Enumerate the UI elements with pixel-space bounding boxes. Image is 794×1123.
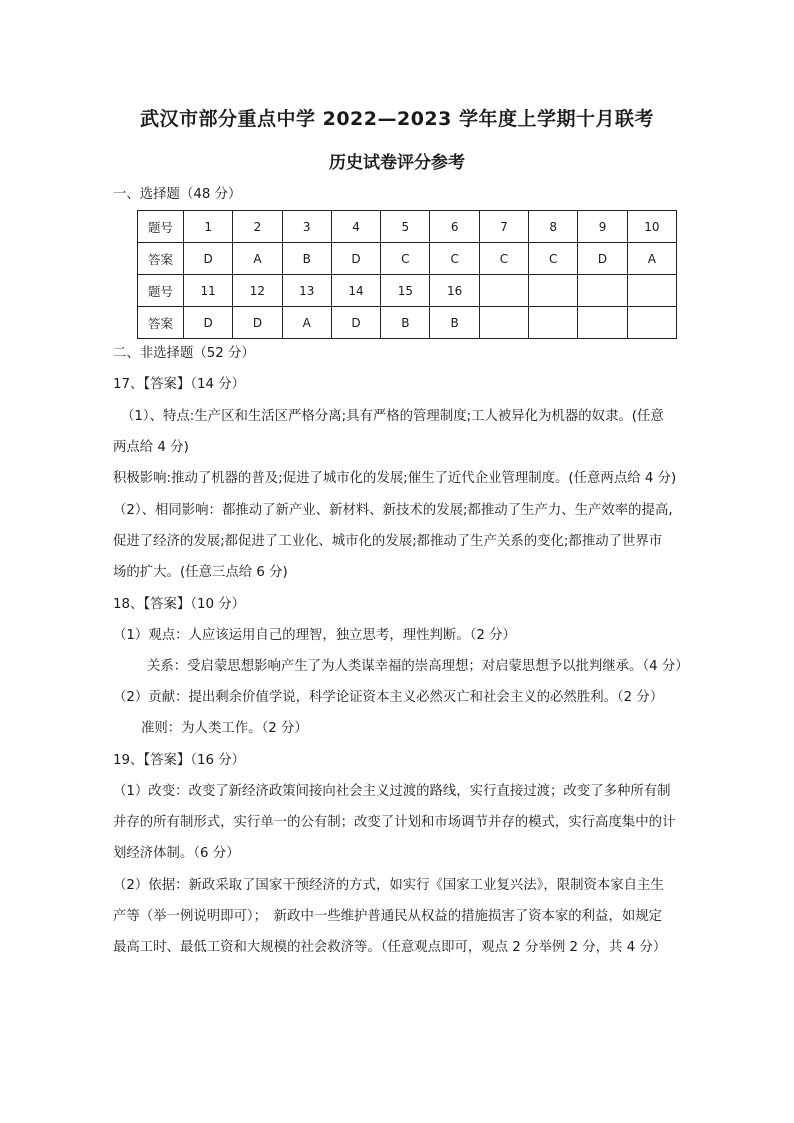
answer-table-cell: 6 bbox=[430, 211, 479, 243]
q19-text-line: 最高工时、最低工资和大规模的社会救济等。（任意观点即可，观点 2 分举例 2 分，共 4 分） bbox=[113, 940, 667, 955]
q19-heading: 19、【答案】（16 分） bbox=[113, 753, 246, 768]
answer-table-row bbox=[138, 307, 677, 339]
q17-text-line: 场的扩大。(任意三点给 6 分) bbox=[113, 565, 288, 580]
answer-table-row bbox=[138, 211, 677, 243]
answer-table-cell: D bbox=[578, 243, 627, 275]
answer-table-cell: 15 bbox=[381, 275, 430, 307]
q17-heading: 17、【答案】（14 分） bbox=[113, 377, 246, 392]
answer-table-cell: 7 bbox=[479, 211, 528, 243]
q18-text-line: （1）观点：人应该运用自己的理智，独立思考，理性判断。（2 分） bbox=[113, 628, 516, 643]
answer-table-cell: B bbox=[430, 307, 479, 339]
answer-table-cell bbox=[479, 275, 528, 307]
answer-table-cell: 12 bbox=[233, 275, 282, 307]
q19-text-line: （1）改变：改变了新经济政策间接向社会主义过渡的路线，实行直接过渡；改变了多种所有制 bbox=[113, 784, 671, 799]
q17-text-line: 积极影响:推动了机器的普及;促进了城市化的发展;催生了近代企业管理制度。(任意两点给 4 分) bbox=[113, 471, 677, 486]
answer-table-cell bbox=[627, 275, 676, 307]
answer-table-cell: 11 bbox=[184, 275, 233, 307]
answer-table-cell: 2 bbox=[233, 211, 282, 243]
q18-heading: 18、【答案】（10 分） bbox=[113, 597, 246, 612]
q18-text-line: 准则：为人类工作。（2 分） bbox=[141, 721, 308, 736]
answer-table-cell bbox=[627, 307, 676, 339]
q19-text-line: 产等（举一例说明即可）； 新政中一些维护普通民从权益的措施损害了资本家的利益，如规定 bbox=[113, 909, 663, 924]
answer-table-cell: D bbox=[233, 307, 282, 339]
q19-text-line: 并存的所有制形式，实行单一的公有制；改变了计划和市场调节并存的模式，实行高度集中的计 bbox=[113, 815, 676, 830]
answer-table-cell: D bbox=[331, 243, 380, 275]
answer-table-cell: 13 bbox=[282, 275, 331, 307]
q17-text-line: （2）、相同影响：都推动了新产业、新材料、新技术的发展;都推动了生产力、生产效率的提高, bbox=[113, 503, 673, 518]
answer-table-cell bbox=[529, 307, 578, 339]
answer-table-cell: C bbox=[430, 243, 479, 275]
answer-table-row-header: 题号 bbox=[138, 211, 184, 243]
answer-table-cell: D bbox=[184, 243, 233, 275]
q18-text-line: （2）贡献：提出剩余价值学说，科学论证资本主义必然灭亡和社会主义的必然胜利。（2 分） bbox=[113, 690, 664, 705]
section-heading-choice: 一、选择题（48 分） bbox=[113, 187, 242, 202]
answer-table-row-header: 答案 bbox=[138, 243, 184, 275]
answer-table-cell: B bbox=[282, 243, 331, 275]
q19-text-line: 划经济体制。（6 分） bbox=[113, 846, 240, 861]
answer-table-row-header: 题号 bbox=[138, 275, 184, 307]
answer-table-cell: 14 bbox=[331, 275, 380, 307]
answer-table-cell: 4 bbox=[331, 211, 380, 243]
answer-table-cell: 10 bbox=[627, 211, 676, 243]
q18-text-line: 关系：受启蒙思想影响产生了为人类谋幸福的崇高理想；对启蒙思想予以批判继承。（4 分） bbox=[147, 659, 689, 674]
answer-table-cell: C bbox=[479, 243, 528, 275]
answer-table-cell: D bbox=[184, 307, 233, 339]
q17-text-line: 促进了经济的发展;都促进了工业化、城市化的发展;都推动了生产关系的变化;都推动了世界市 bbox=[113, 534, 663, 549]
answer-table-cell: C bbox=[529, 243, 578, 275]
answer-table-cell: D bbox=[331, 307, 380, 339]
answer-table-cell: 5 bbox=[381, 211, 430, 243]
answer-table-row bbox=[138, 243, 677, 275]
answer-table-cell: 3 bbox=[282, 211, 331, 243]
answer-table-cell: 8 bbox=[529, 211, 578, 243]
answer-table-cell: B bbox=[381, 307, 430, 339]
answer-table-cell: 9 bbox=[578, 211, 627, 243]
answer-table-cell bbox=[578, 307, 627, 339]
answer-table-cell: 16 bbox=[430, 275, 479, 307]
answer-table-row bbox=[138, 275, 677, 307]
q19-text-line: （2）依据：新政采取了国家干预经济的方式，如实行《国家工业复兴法》，限制资本家自主生 bbox=[113, 878, 664, 893]
q17-text-line: 两点给 4 分) bbox=[113, 440, 189, 455]
document-title: 武汉市部分重点中学 2022—2023 学年度上学期十月联考 bbox=[140, 108, 654, 130]
section-heading-nonchoice: 二、非选择题（52 分） bbox=[113, 346, 255, 361]
document-subtitle: 历史试卷评分参考 bbox=[329, 153, 465, 173]
q17-text-line: （1）、特点:生产区和生活区严格分离;具有严格的管理制度;工人被异化为机器的奴隶。(任意 bbox=[121, 409, 664, 424]
answer-table-row-header: 答案 bbox=[138, 307, 184, 339]
answer-table bbox=[137, 210, 677, 339]
answer-table-cell: 1 bbox=[184, 211, 233, 243]
answer-table-cell: C bbox=[381, 243, 430, 275]
answer-table-cell bbox=[529, 275, 578, 307]
answer-table-cell: A bbox=[233, 243, 282, 275]
answer-table-cell bbox=[578, 275, 627, 307]
answer-table-cell: A bbox=[282, 307, 331, 339]
answer-table-cell bbox=[479, 307, 528, 339]
answer-table-cell: A bbox=[627, 243, 676, 275]
